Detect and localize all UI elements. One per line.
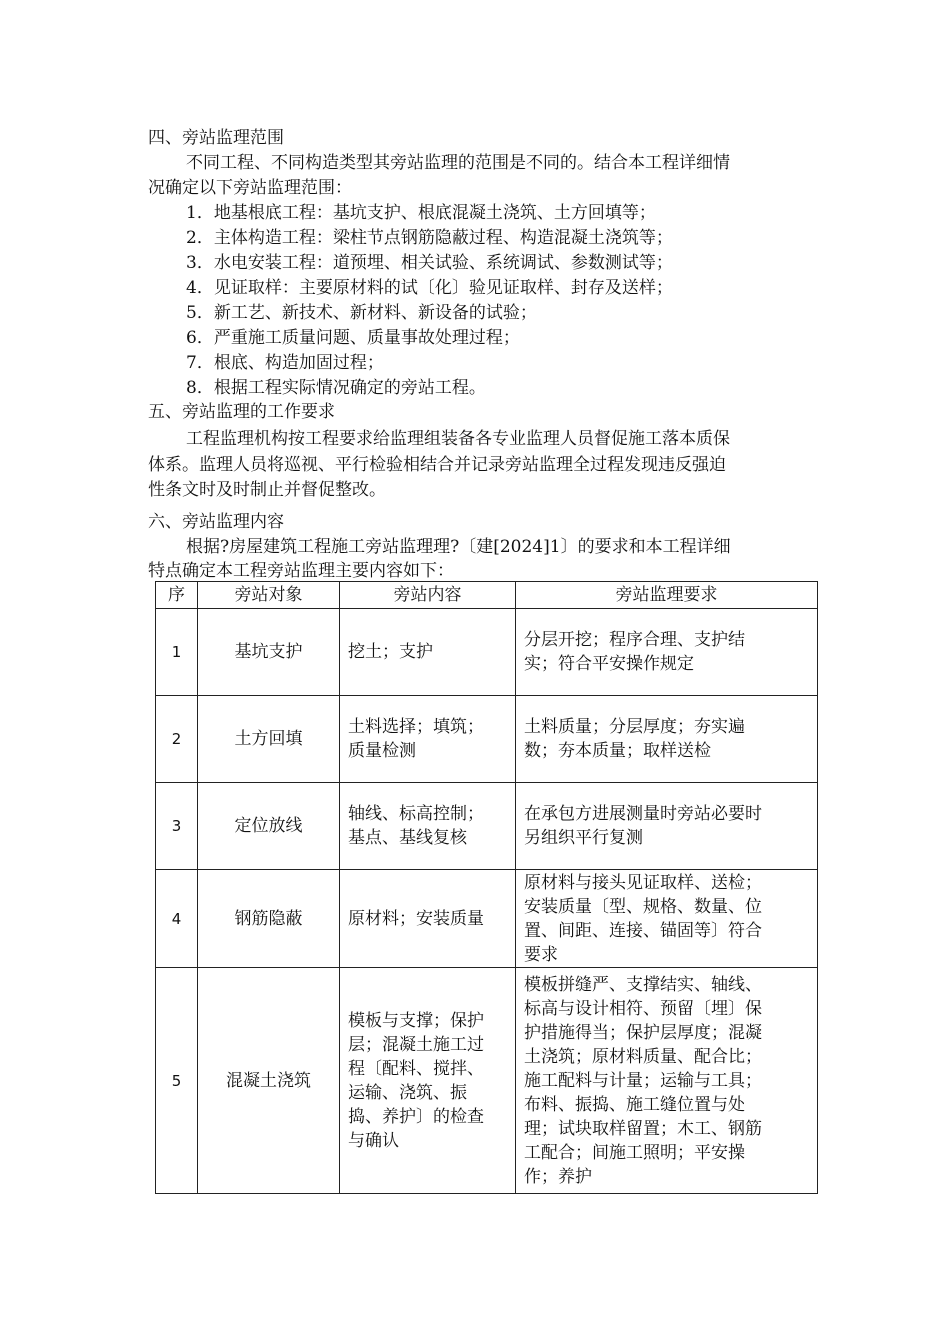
section-5-paragraph-line-3: 性条文时及时制止并督促整改。 bbox=[148, 480, 386, 500]
cell-line: 理；试块取样留置；木工、钢筋 bbox=[524, 1118, 762, 1139]
row-number: 1 bbox=[156, 609, 198, 696]
row-object: 基坑支护 bbox=[198, 609, 340, 696]
cell-line: 实；符合平安操作规定 bbox=[524, 654, 694, 674]
column-header-requirement: 旁站监理要求 bbox=[516, 582, 818, 609]
scope-list-item: 2．主体构造工程：梁柱节点钢筋隐蔽过程、构造混凝土浇筑等； bbox=[186, 228, 673, 248]
cell-line: 质量检测 bbox=[348, 741, 416, 761]
scope-list-item: 1．地基根底工程：基坑支护、根底混凝土浇筑、土方回填等； bbox=[186, 203, 656, 223]
table-row bbox=[156, 783, 818, 870]
scope-list-item: 6．严重施工质量问题、质量事故处理过程； bbox=[186, 328, 520, 348]
cell-line: 挖土；支护 bbox=[348, 642, 433, 662]
row-object: 土方回填 bbox=[198, 696, 340, 783]
cell-line: 要求 bbox=[524, 944, 558, 965]
cell-line: 土料质量；分层厚度；夯实遍 bbox=[524, 717, 745, 737]
section-4-intro-line-2: 况确定以下旁站监理范围： bbox=[148, 178, 352, 198]
cell-line: 工配合；间施工照明；平安操 bbox=[524, 1142, 745, 1163]
cell-line: 模板与支撑；保护 bbox=[348, 1010, 484, 1031]
scope-list-item: 3．水电安装工程：道预埋、相关试验、系统调试、参数测试等； bbox=[186, 253, 673, 273]
table-row bbox=[156, 696, 818, 783]
section-6-paragraph-line-2: 特点确定本工程旁站监理主要内容如下： bbox=[148, 561, 454, 581]
column-header-content: 旁站内容 bbox=[340, 582, 516, 609]
row-requirement bbox=[516, 968, 818, 1194]
section-6-paragraph-line-1: 根据?房屋建筑工程施工旁站监理理?〔建[2024]1〕的要求和本工程详细 bbox=[186, 537, 731, 557]
row-content bbox=[340, 609, 516, 696]
row-object: 混凝土浇筑 bbox=[198, 968, 340, 1194]
row-content bbox=[340, 696, 516, 783]
row-requirement bbox=[516, 696, 818, 783]
cell-line: 安装质量〔型、规格、数量、位 bbox=[524, 896, 762, 917]
cell-line: 基点、基线复核 bbox=[348, 828, 467, 848]
cell-line: 与确认 bbox=[348, 1130, 399, 1151]
section-heading-5: 五、旁站监理的工作要求 bbox=[148, 402, 335, 422]
row-content bbox=[340, 783, 516, 870]
cell-line: 土料选择；填筑； bbox=[348, 717, 484, 737]
section-5-paragraph-line-2: 体系。监理人员将巡视、平行检验相结合并记录旁站监理全过程发现违反强迫 bbox=[148, 455, 726, 475]
cell-line: 护措施得当；保护层厚度；混凝 bbox=[524, 1022, 762, 1043]
row-object: 钢筋隐蔽 bbox=[198, 870, 340, 968]
table-row bbox=[156, 968, 818, 1194]
cell-line: 标高与设计相符、预留〔埋〕保 bbox=[524, 998, 762, 1019]
row-requirement bbox=[516, 609, 818, 696]
cell-line: 程〔配料、搅拌、 bbox=[348, 1058, 484, 1079]
table-row bbox=[156, 609, 818, 696]
cell-line: 分层开挖；程序合理、支护结 bbox=[524, 630, 745, 650]
row-requirement bbox=[516, 870, 818, 968]
cell-line: 捣、养护〕的检查 bbox=[348, 1106, 484, 1127]
scope-list-item: 7．根底、构造加固过程； bbox=[186, 353, 384, 373]
cell-line: 置、间距、连接、锚固等〕符合 bbox=[524, 920, 762, 941]
row-number: 4 bbox=[156, 870, 198, 968]
row-number: 2 bbox=[156, 696, 198, 783]
section-heading-6: 六、旁站监理内容 bbox=[148, 512, 284, 532]
supervision-content-table bbox=[155, 581, 818, 1194]
scope-list-item: 8．根据工程实际情况确定的旁站工程。 bbox=[186, 378, 486, 398]
row-requirement bbox=[516, 783, 818, 870]
row-content bbox=[340, 870, 516, 968]
scope-list-item: 5．新工艺、新技术、新材料、新设备的试验； bbox=[186, 303, 537, 323]
cell-line: 层；混凝土施工过 bbox=[348, 1034, 484, 1055]
cell-line: 土浇筑；原材料质量、配合比； bbox=[524, 1046, 762, 1067]
section-5-paragraph-line-1: 工程监理机构按工程要求给监理组装备各专业监理人员督促施工落本质保 bbox=[186, 429, 730, 449]
cell-line: 作；养护 bbox=[524, 1166, 592, 1187]
cell-line: 运输、浇筑、振 bbox=[348, 1082, 467, 1103]
cell-line: 施工配料与计量；运输与工具； bbox=[524, 1070, 762, 1091]
section-4-intro-line-1: 不同工程、不同构造类型其旁站监理的范围是不同的。结合本工程详细情 bbox=[186, 153, 730, 173]
scope-list-item: 4．见证取样：主要原材料的试〔化〕验见证取样、封存及送样； bbox=[186, 278, 673, 298]
column-header-object: 旁站对象 bbox=[198, 582, 340, 609]
column-header-no: 序 bbox=[156, 582, 198, 609]
row-number: 3 bbox=[156, 783, 198, 870]
table-header-row bbox=[156, 582, 818, 609]
cell-line: 另组织平行复测 bbox=[524, 828, 643, 848]
row-number: 5 bbox=[156, 968, 198, 1194]
row-object: 定位放线 bbox=[198, 783, 340, 870]
row-content bbox=[340, 968, 516, 1194]
cell-line: 在承包方进展测量时旁站必要时 bbox=[524, 804, 762, 824]
cell-line: 原材料与接头见证取样、送检； bbox=[524, 872, 762, 893]
table-row bbox=[156, 870, 818, 968]
cell-line: 布料、振捣、施工缝位置与处 bbox=[524, 1094, 745, 1115]
cell-line: 模板拼缝严、支撑结实、轴线、 bbox=[524, 974, 762, 995]
cell-line: 原材料；安装质量 bbox=[348, 908, 484, 929]
section-heading-4: 四、旁站监理范围 bbox=[148, 128, 284, 148]
cell-line: 轴线、标高控制； bbox=[348, 804, 484, 824]
cell-line: 数；夯本质量；取样送检 bbox=[524, 741, 711, 761]
